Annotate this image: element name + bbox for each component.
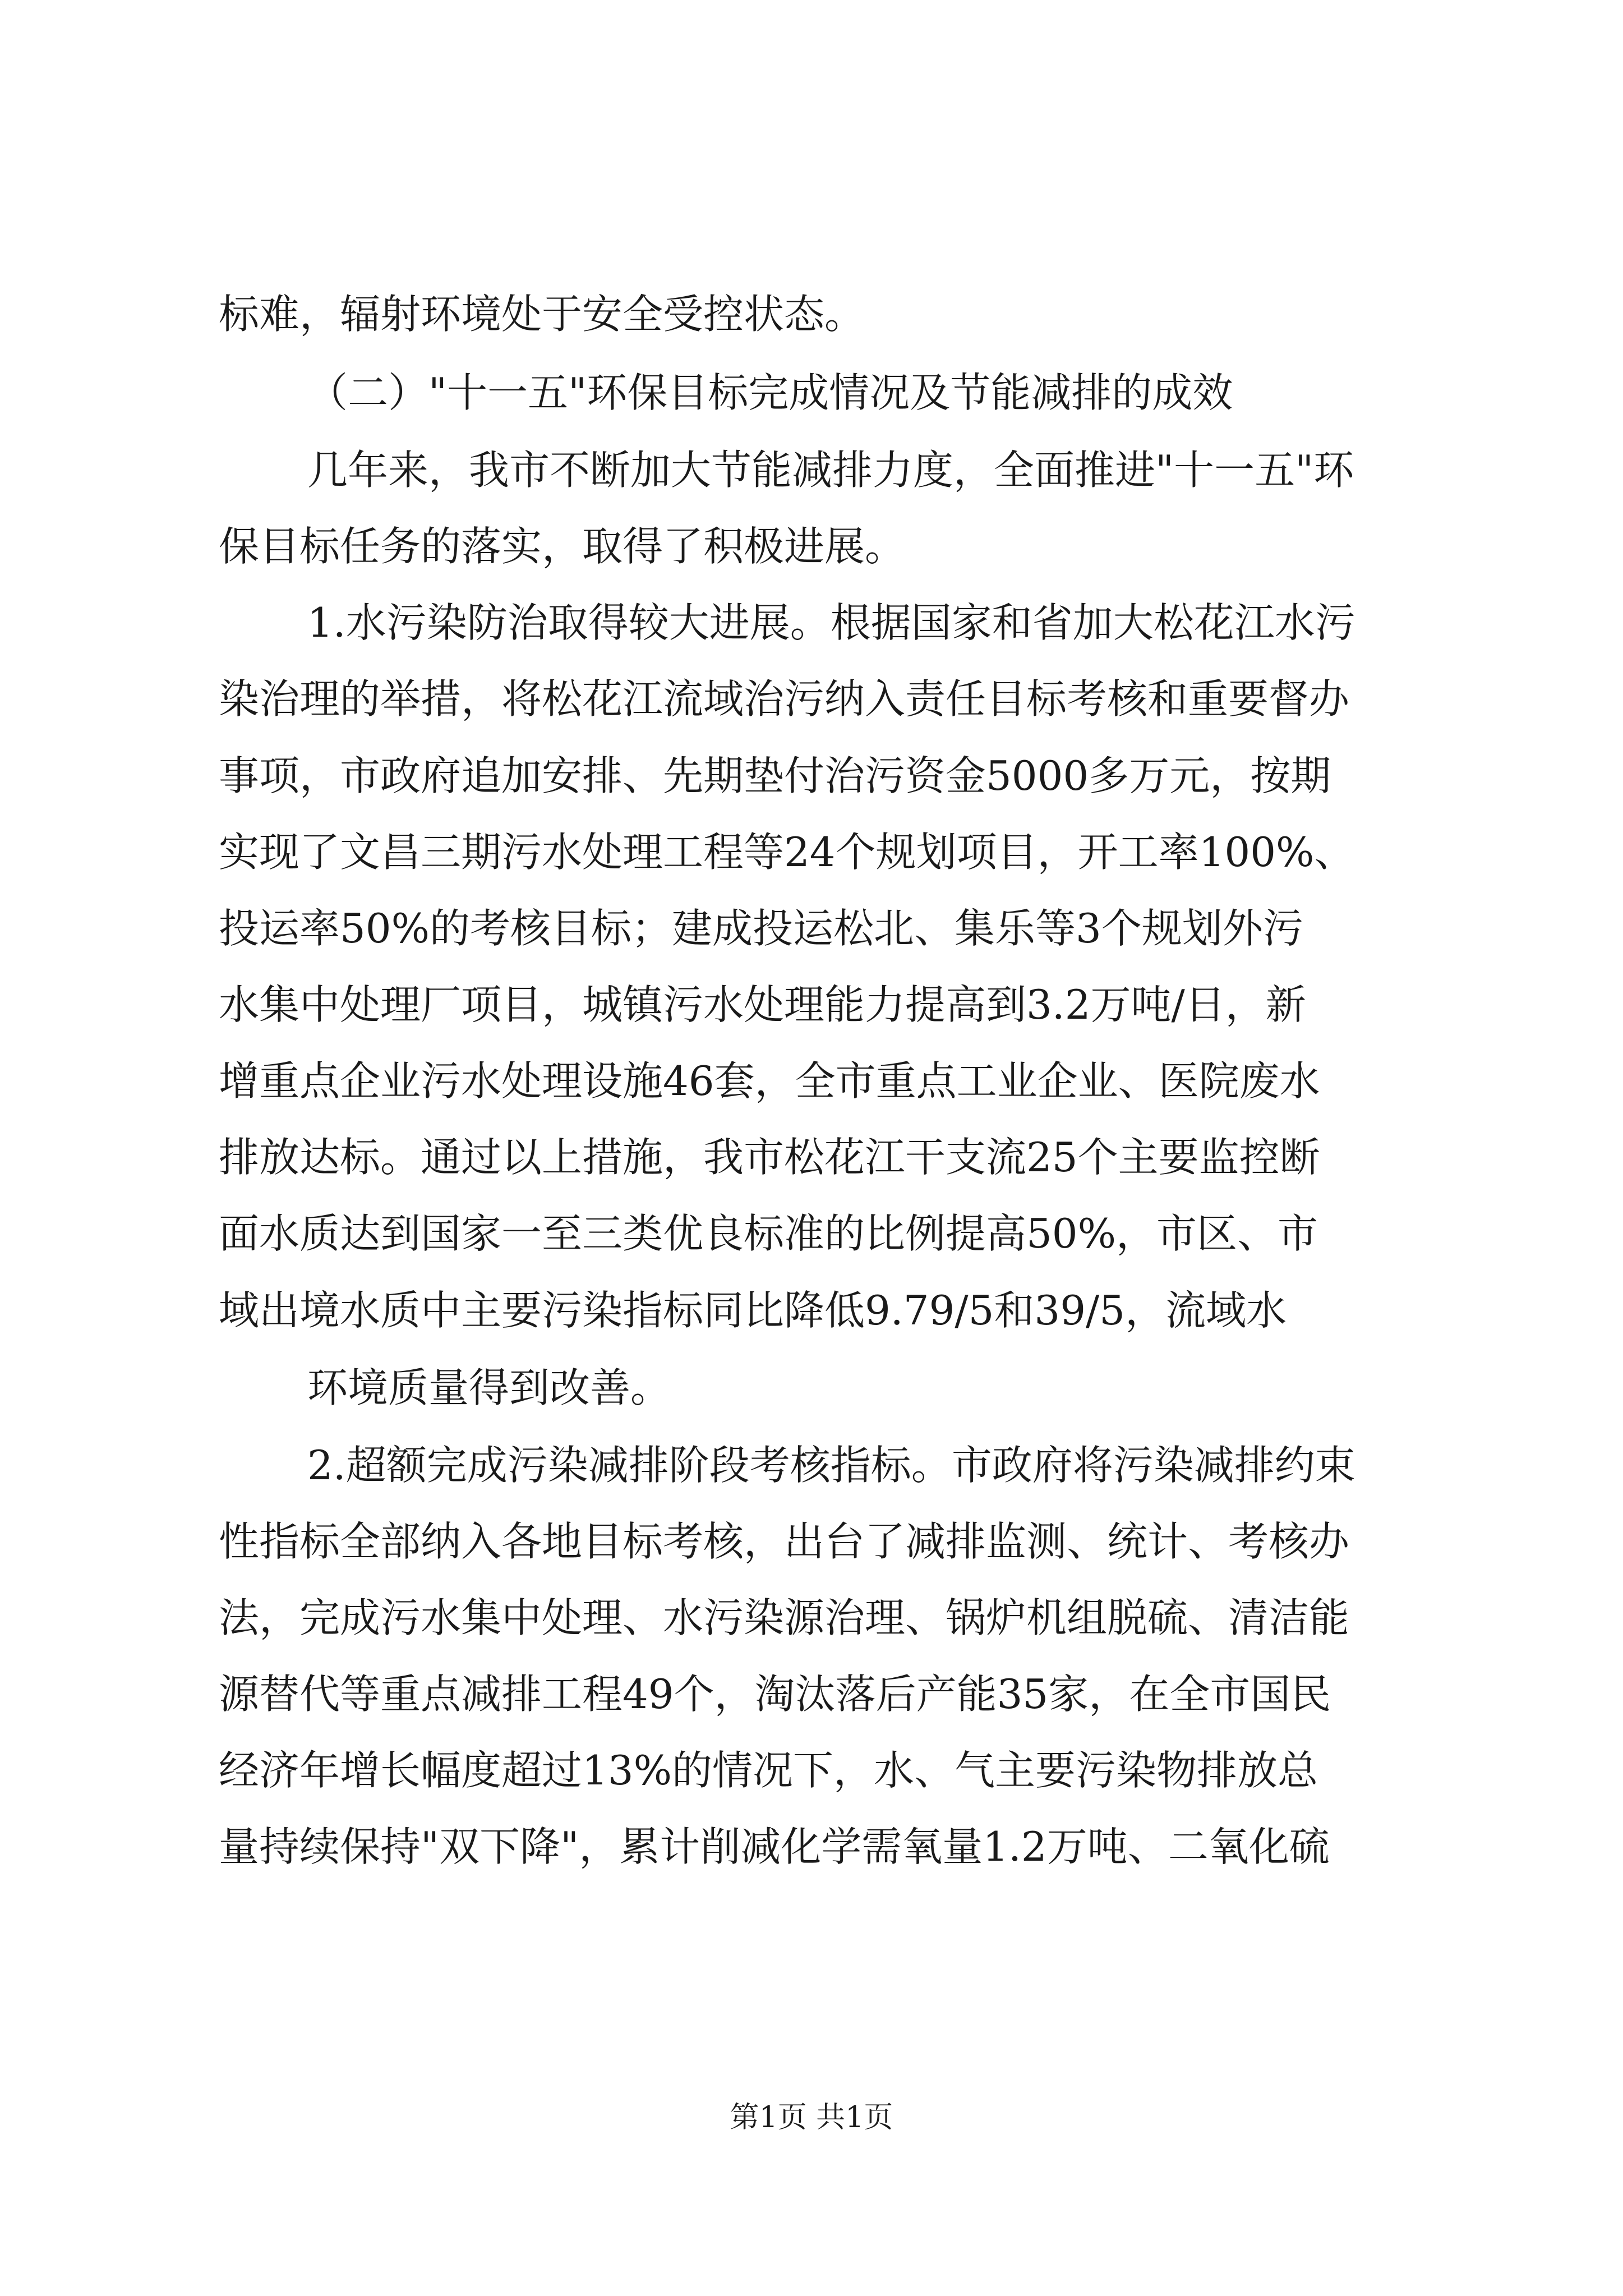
- text-line: 标难，辐射环境处于安全受控状态。: [219, 291, 865, 338]
- text-line: 经济年增长幅度超过13%的情况下，水、气主要污染物排放总: [219, 1747, 1318, 1794]
- text-line: 1.水污染防治取得较大进展。根据国家和省加大松花江水污: [307, 599, 1355, 646]
- text-line: 投运率50%的考核目标；建成投运松北、集乐等3个规划外污: [219, 905, 1303, 952]
- text-line: 事项，市政府追加安排、先期垫付治污资金5000多万元，按期: [219, 752, 1331, 799]
- text-line: 实现了文昌三期污水处理工程等24个规划项目，开工率100%、: [219, 829, 1355, 876]
- text-line: 染治理的举措，将松花江流域治污纳入责任目标考核和重要督办: [219, 675, 1350, 723]
- text-line: 量持续保持"双下降"，累计削减化学需氧量1.2万吨、二氧化硫: [219, 1823, 1330, 1870]
- page-footer: 第1页 共1页: [730, 2101, 893, 2134]
- text-line: 水集中处理厂项目，城镇污水处理能力提高到3.2万吨/日，新: [219, 981, 1306, 1028]
- text-line: 源替代等重点减排工程49个，淘汰落后产能35家，在全市国民: [219, 1671, 1331, 1718]
- text-line: 保目标任务的落实，取得了积极进展。: [219, 523, 906, 570]
- text-line: 法，完成污水集中处理、水污染源治理、锅炉机组脱硫、清洁能: [219, 1594, 1350, 1641]
- text-line: 面水质达到国家一至三类优良标准的比例提高50%，市区、市: [219, 1210, 1318, 1257]
- text-line: 环境质量得到改善。: [307, 1364, 671, 1411]
- text-line: 性指标全部纳入各地目标考核，出台了减排监测、统计、考核办: [219, 1518, 1350, 1565]
- text-line: 排放达标。通过以上措施，我市松花江干支流25个主要监控断: [219, 1134, 1320, 1181]
- text-line: 几年来，我市不断加大节能减排力度，全面推进"十一五"环: [307, 447, 1354, 494]
- text-line: 2.超额完成污染减排阶段考核指标。市政府将污染减排约束: [307, 1442, 1355, 1489]
- section-heading: （二）"十一五"环保目标完成情况及节能减排的成效: [307, 369, 1233, 416]
- text-line: 域出境水质中主要污染指标同比降低9.79/5和39/5，流域水: [219, 1287, 1287, 1334]
- text-line: 增重点企业污水处理设施46套，全市重点工业企业、医院废水: [219, 1057, 1320, 1105]
